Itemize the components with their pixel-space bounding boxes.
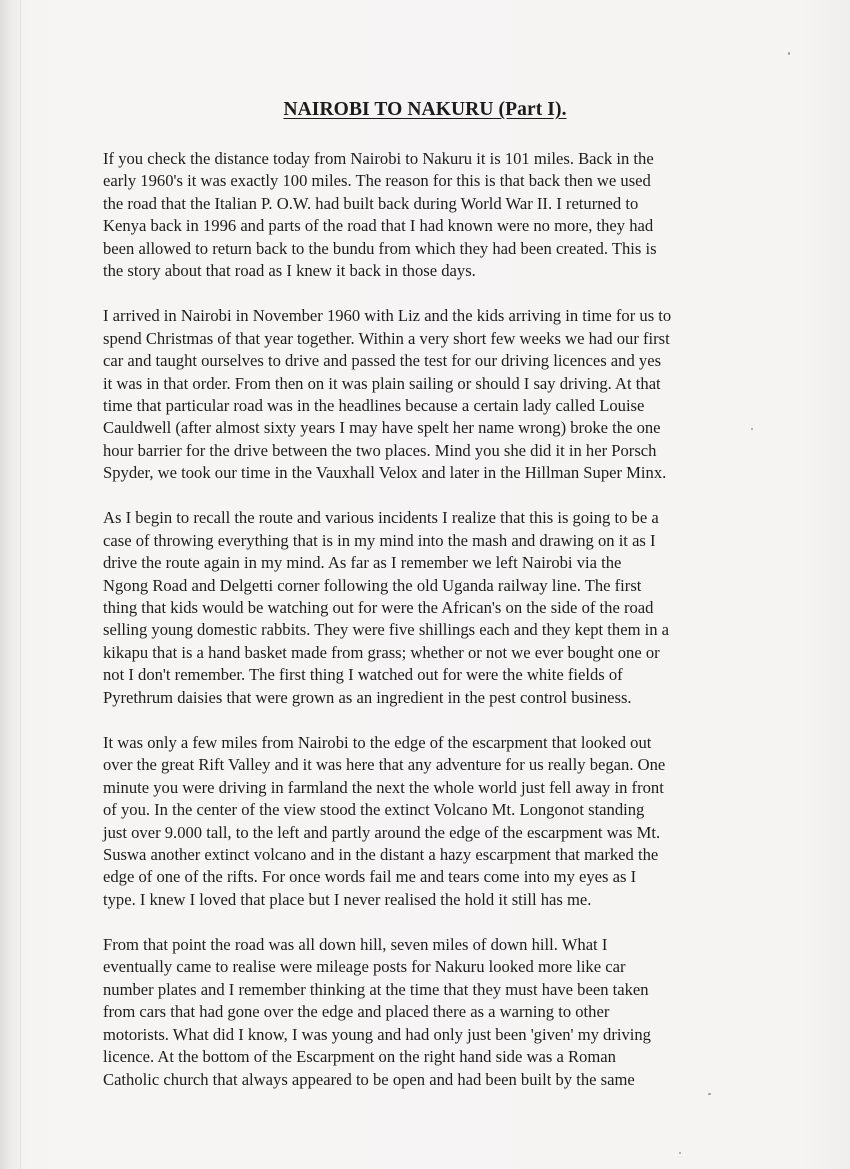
text-line: I arrived in Nairobi in November 1960 with Liz and the kids arriving in time for us to: [103, 306, 672, 326]
text-line: As I begin to recall the route and various incidents I realize that this is going to be a: [103, 508, 659, 528]
paragraph-2: [103, 305, 793, 485]
text-line: motorists. What did I know, I was young and had only just been 'given' my driving: [103, 1024, 651, 1044]
text-line: early 1960's it was exactly 100 miles. The reason for this is that back then we used: [103, 171, 651, 191]
text-line: kikapu that is a hand basket made from grass; whether or not we ever bought one or: [103, 642, 660, 662]
text-line: Catholic church that always appeared to be open and had been built by the same: [103, 1069, 635, 1089]
paragraph-1: [103, 148, 793, 283]
text-line: Ngong Road and Delgetti corner following the old Uganda railway line. The first: [103, 575, 642, 595]
scan-speck: [751, 428, 753, 430]
text-line: just over 9.000 tall, to the left and partly around the edge of the escarpment was Mt.: [103, 822, 661, 842]
text-line: thing that kids would be watching out for were the African's on the side of the road: [103, 598, 654, 618]
text-line: If you check the distance today from Nairobi to Nakuru it is 101 miles. Back in the: [103, 149, 654, 168]
text-line: the story about that road as I knew it back in those days.: [103, 261, 476, 281]
text-line: Pyrethrum daisies that were grown as an ingredient in the pest control business.: [103, 687, 632, 707]
text-line: of you. In the center of the view stood the extinct Volcano Mt. Longonot standing: [103, 800, 645, 820]
scan-speck: [679, 1152, 681, 1154]
paragraph-3: [103, 507, 793, 709]
text-line: Suswa another extinct volcano and in the distant a hazy escarpment that marked the: [103, 845, 659, 864]
text-line: type. I knew I loved that place but I never realised the hold it still has me.: [103, 889, 592, 909]
text-line: from cars that had gone over the edge and placed there as a warning to other: [103, 1002, 610, 1022]
text-line: hour barrier for the drive between the two places. Mind you she did it in her Porsch: [103, 440, 657, 460]
text-line: case of throwing everything that is in my mind into the mash and drawing on it as I: [103, 530, 656, 550]
text-line: From that point the road was all down hill, seven miles of down hill. What I: [103, 934, 608, 954]
document-body: [103, 148, 793, 1113]
text-line: Spyder, we took our time in the Vauxhall Velox and later in the Hillman Super Minx.: [103, 463, 667, 483]
text-line: the road that the Italian P. O.W. had built back during World War II. I returned to: [103, 193, 639, 213]
text-line: licence. At the bottom of the Escarpment on the right hand side was a Roman: [103, 1047, 616, 1067]
text-line: eventually came to realise were mileage posts for Nakuru looked more like car: [103, 957, 626, 977]
text-line: minute you were driving in farmland the next the whole world just fell away in front: [103, 777, 664, 797]
text-line: drive the route again in my mind. As far as I remember we left Nairobi via the: [103, 553, 622, 573]
text-line: car and taught ourselves to drive and passed the test for our driving licences and yes: [103, 351, 662, 371]
text-line: Kenya back in 1996 and parts of the road that I had known were no more, they had: [103, 216, 654, 236]
text-line: been allowed to return back to the bundu from which they had been created. This is: [103, 238, 657, 258]
page-title: NAIROBI TO NAKURU (Part I).: [283, 99, 567, 120]
text-line: edge of one of the rifts. For once words fail me and tears come into my eyes as I: [103, 867, 637, 887]
text-line: it was in that order. From then on it was plain sailing or should I say driving. At that: [103, 373, 661, 393]
page-left-edge: [0, 0, 21, 1169]
scan-speck: [708, 1093, 711, 1095]
text-line: selling young domestic rabbits. They were five shillings each and they kept them in a: [103, 620, 670, 640]
text-line: time that particular road was in the headlines because a certain lady called Louise: [103, 395, 645, 415]
paragraph-4: [103, 732, 793, 912]
scan-speck: [788, 52, 790, 55]
paragraph-5: [103, 934, 793, 1091]
text-line: spend Christmas of that year together. Within a very short few weeks we had our first: [103, 328, 670, 348]
text-line: over the great Rift Valley and it was here that any adventure for us really began. One: [103, 755, 666, 775]
text-line: Cauldwell (after almost sixty years I may have spelt her name wrong) broke the one: [103, 418, 661, 438]
text-line: not I don't remember. The first thing I watched out for were the white fields of: [103, 665, 623, 685]
text-line: number plates and I remember thinking at the time that they must have been taken: [103, 979, 649, 999]
text-line: It was only a few miles from Nairobi to the edge of the escarpment that looked out: [103, 732, 652, 752]
